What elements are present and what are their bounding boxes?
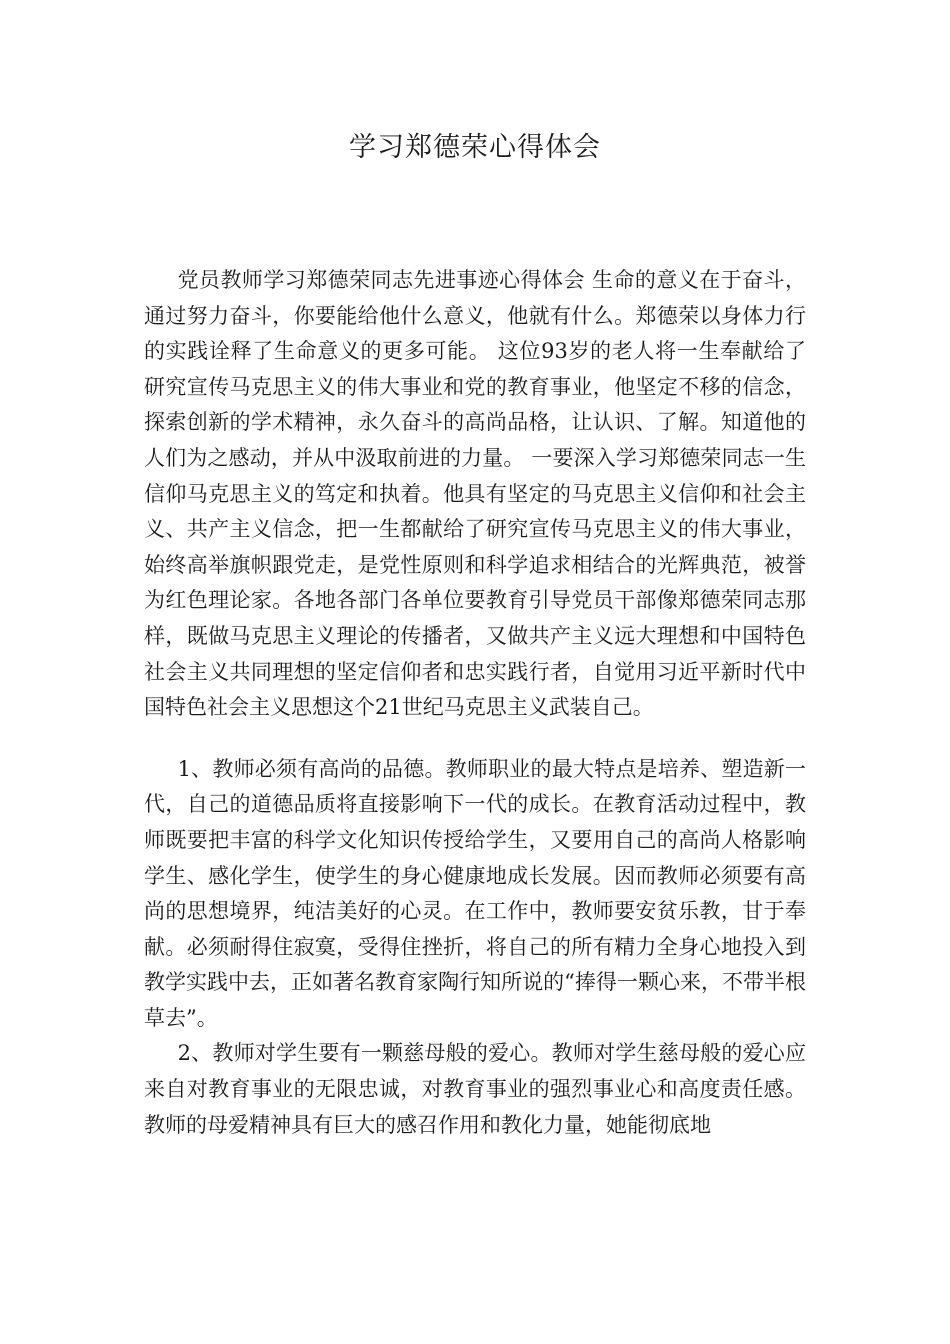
document-body (144, 263, 806, 1143)
page-title: 学习郑德荣心得体会 (349, 132, 601, 163)
paragraph-point-1: 1、教师必须有高尚的品德。教师职业的最大特点是培养、塑造新一代，自己的道德品质将直接影响下一代的成长。在教育活动过程中，教师既要把丰富的科学文化知识传授给学生，又要用自己的高尚人格影响学生、感化学生，使学生的身心健康地成长发展。因而教师必须要有高尚的思想境界，纯洁美好的心灵。在工作中，教师要安贫乐教，甘于奉献。必须耐得住寂寞，受得住挫折，将自己的所有精力全身心地投入到教学实践中去，正如著名教育家陶行知所说的“捧得一颗心来，不带半根草去”。 (144, 756, 806, 1030)
paragraph-intro: 党员教师学习郑德荣同志先进事迹心得体会 生命的意义在于奋斗，通过努力奋斗，你要能给他什么意义，他就有什么。郑德荣以身体力行的实践诠释了生命意义的更多可能。 这位93岁的老人将一生奉献给了研究宣传马克思主义的伟大事业和党的教育事业，他坚定不移的信念，探索创新的学术精神，永久奋斗的高尚品格，让认识、了解。知道他的人们为之感动，并从中汲取前进的力量。 一要深入学习郑德荣同志一生信仰马克思主义的笃定和执着。他具有坚定的马克思主义信仰和社会主义、共产主义信念，把一生都献给了研究宣传马克思主义的伟大事业，始终高举旗帜跟党走，是党性原则和科学追求相结合的光辉典范，被誉为红色理论家。各地各部门各单位要教育引导党员干部像郑德荣同志那样，既做马克思主义理论的传播者，又做共产主义远大理想和中国特色社会主义共同理想的坚定信仰者和忠实践行者，自觉用习近平新时代中国特色社会主义思想这个21世纪马克思主义武装自己。 (144, 268, 806, 720)
paragraph-point-2: 2、教师对学生要有一颗慈母般的爱心。教师对学生慈母般的爱心应来自对教育事业的无限忠诚，对教育事业的强烈事业心和高度责任感。教师的母爱精神具有巨大的感召作用和教化力量，她能彻底地 (144, 1041, 806, 1137)
